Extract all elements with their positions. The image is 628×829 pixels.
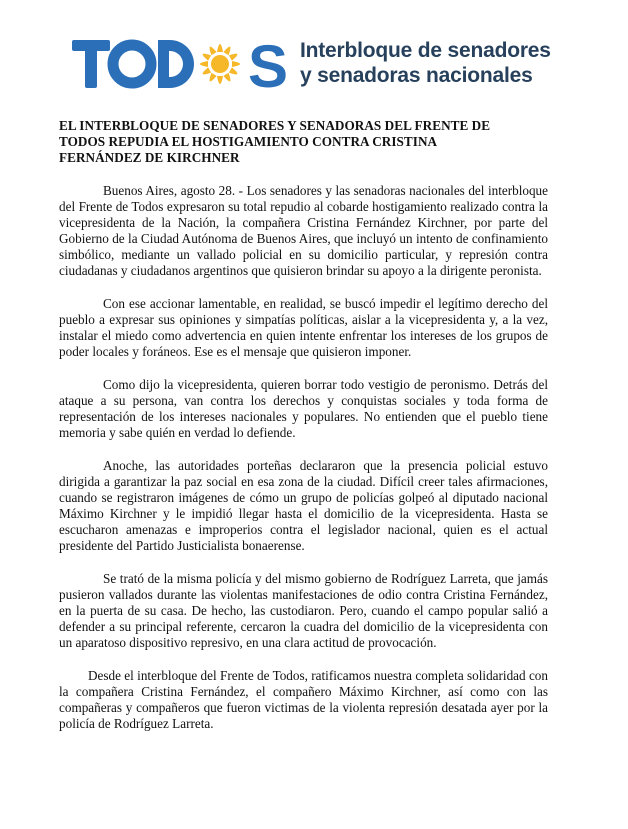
paragraph: Con ese accionar lamentable, en realidad, se buscó impedir el legítimo derecho del pueblo a expresar sus opiniones y simpatías políticas, aislar a la vicepresidenta y, a la vez, instalar el miedo como advertencia en quien intente enfrentar los intereses de los grupos de poder locales y foráneos. Ese es el mensaje que quisieron imponer. <box>59 296 548 359</box>
organization-name <box>300 38 551 88</box>
letterhead <box>70 30 610 100</box>
logo-letter-s: S <box>248 33 289 98</box>
logo-letter-o <box>113 45 151 83</box>
title-line: TODOS REPUDIA EL HOSTIGAMIENTO CONTRA CRISTINA <box>59 134 438 149</box>
paragraph: Como dijo la vicepresidenta, quieren borrar todo vestigio de peronismo. Detrás del ataque a su persona, van contra los derechos y conquistas sociales y toda forma de representación de los intereses nacionales y populares. No entienden que el pueblo tiene memoria y sabe quién en verdad lo defiende. <box>59 377 548 440</box>
sun-icon <box>200 44 240 84</box>
logo-letter-d <box>158 40 194 88</box>
paragraph-closing: Desde el interbloque del Frente de Todos, ratificamos nuestra completa solidaridad con la compañera Cristina Fernández, el compañero Máximo Kirchner, así como con las compañeras y compañeros que fueron victimas de la violenta represión desatada ayer por la policía de Rodríguez Larreta. <box>59 668 548 731</box>
press-release <box>59 118 548 749</box>
todos-logo <box>70 30 290 98</box>
org-line-2: y senadoras nacionales <box>300 64 533 87</box>
paragraph: Anoche, las autoridades porteñas declararon que la presencia policial estuvo dirigida a garantizar la paz social en esa zona de la ciudad. Difícil creer tales afirmaciones, cuando se registraron imágenes de cómo un grupo de policías golpeó al diputado nacional Máximo Kirchner y le impidió llegar hasta el domicilio de la vicepresidenta. Hasta se escucharon amenazas e improperios contra el legislador nacional, quien es el actual presidente del Partido Justicialista bonaerense. <box>59 458 548 553</box>
org-line-1: Interbloque de senadores <box>300 39 551 62</box>
logo-letter-t-stem <box>85 40 97 88</box>
title-line: EL INTERBLOQUE DE SENADORES Y SENADORAS DEL FRENTE DE <box>59 118 491 133</box>
paragraph-dateline: Buenos Aires, agosto 28. - Los senadores y las senadoras nacionales del interbloque del Frente de Todos expresaron su total repudio al cobarde hostigamiento realizado contra la vicepresidenta de la Nación, la compañera Cristina Fernández Kirchner, por parte del Gobierno de la Ciudad Autónoma de Buenos Aires, que incluyó un intento de confinamiento simbólico, mediante un vallado policial en su domicilio particular, y represión contra ciudadanas y ciudadanos argentinos que quisieron brindar su apoyo a la dirigente peronista. <box>59 183 548 278</box>
title-line: FERNÁNDEZ DE KIRCHNER <box>59 150 240 165</box>
paragraph: Se trató de la misma policía y del mismo gobierno de Rodríguez Larreta, que jamás pusieron vallados durante las violentas manifestaciones de odio contra Cristina Fernández, en la puerta de su casa. De hecho, las custodiaron. Pero, cuando el campo popular salió a defender a su principal referente, cercaron la cuadra del domicilio de la vicepresidenta con un aparatoso dispositivo represivo, en una clara actitud de provocación. <box>59 571 548 650</box>
release-title <box>59 118 548 166</box>
